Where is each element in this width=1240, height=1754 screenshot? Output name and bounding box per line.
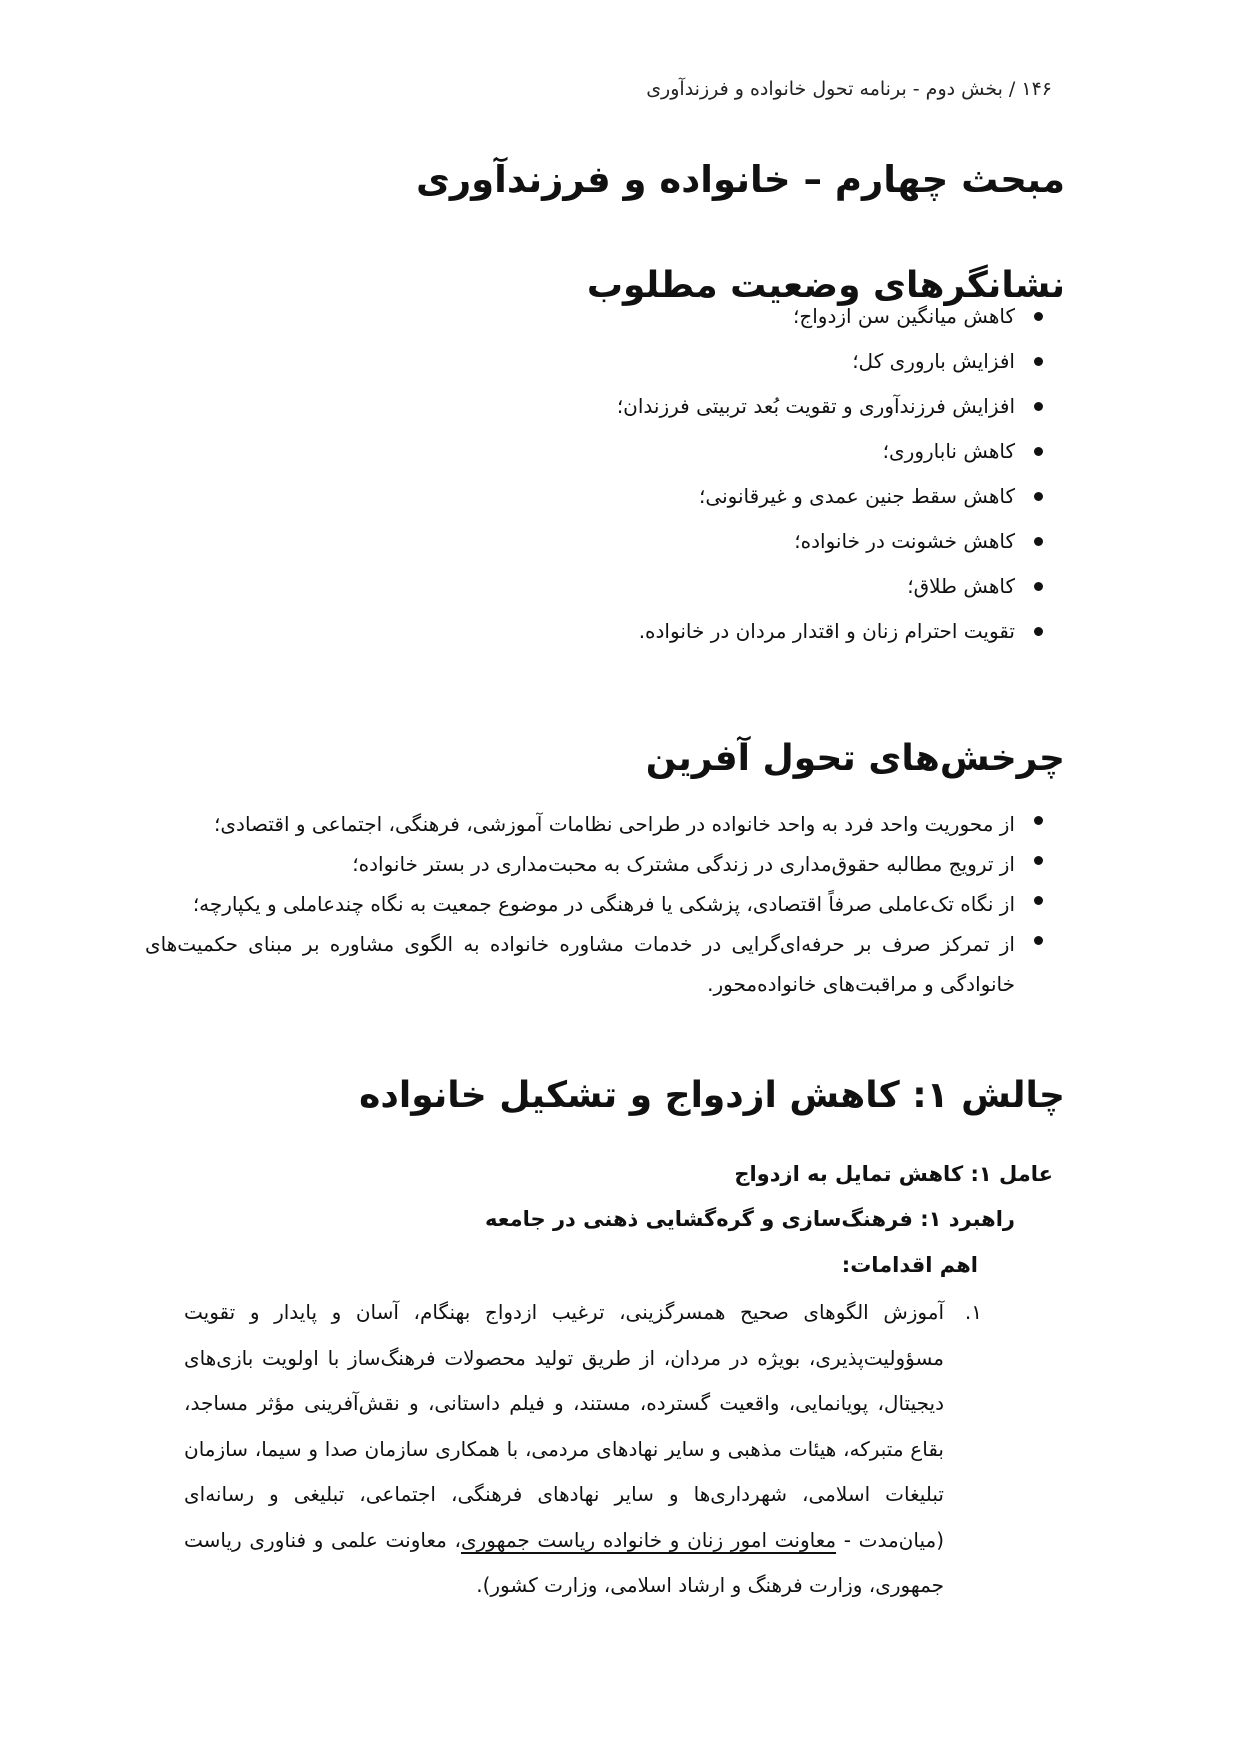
actions-label: اهم اقدامات: bbox=[841, 1253, 978, 1277]
list-item: کاهش سقط جنین عمدی و غیرقانونی؛ bbox=[617, 480, 1045, 525]
bullet-icon bbox=[1034, 537, 1043, 546]
bullet-icon bbox=[1034, 402, 1043, 411]
indicators-list bbox=[617, 300, 1045, 660]
challenge-heading: چالش ۱: کاهش ازدواج و تشکیل خانواده bbox=[359, 1075, 1065, 1116]
list-item: از ترویج مطالبه حقوق‌مداری در زندگی مشترک به محبت‌مداری در بستر خانواده؛ bbox=[145, 844, 1045, 884]
list-item: کاهش ناباروری؛ bbox=[617, 435, 1045, 480]
list-item: از تمرکز صرف بر حرفه‌ای‌گرایی در خدمات مشاوره خانواده به الگوی مشاوره بر مبنای حکمیت‌های خانوادگی و مراقبت‌های خانواده‌محور. bbox=[145, 924, 1045, 1004]
bullet-icon bbox=[1034, 492, 1043, 501]
bullet-icon bbox=[1034, 582, 1043, 591]
underlined-agency: معاونت امور زنان و خانواده ریاست جمهوری bbox=[460, 1527, 837, 1552]
list-item: افزایش باروری کل؛ bbox=[617, 345, 1045, 390]
turning-points-list bbox=[145, 804, 1045, 1004]
item-number: ۱. bbox=[964, 1300, 982, 1324]
turning-points-heading: چرخش‌های تحول آفرین bbox=[645, 738, 1065, 779]
bullet-icon bbox=[1034, 896, 1043, 905]
strategy-title: راهبرد ۱: فرهنگ‌سازی و گره‌گشایی ذهنی در جامعه bbox=[485, 1207, 1015, 1231]
bullet-icon bbox=[1034, 447, 1043, 456]
running-header: ۱۴۶ / بخش دوم - برنامه تحول خانواده و فرزندآوری bbox=[646, 78, 1052, 100]
bullet-icon bbox=[1034, 816, 1043, 825]
list-item bbox=[184, 1290, 982, 1609]
list-item: کاهش خشونت در خانواده؛ bbox=[617, 525, 1045, 570]
action-text-before: آموزش الگوهای صحیح همسرگزینی، ترغیب ازدواج بهنگام، آسان و پایدار و تقویت مسؤولیت‌پذیری، بویژه در مردان، از طریق تولید محصولات فرهنگ‌ساز با اولویت بازی‌های دیجیتال، پویانمایی، واقعیت گسترده، مستند، و فیلم داستانی، و نقش‌آفرینی مؤثر مساجد، بقاع متبرکه، هیئات مذهبی و سایر نهادهای مردمی، با همکاری سازمان صدا و سیما، سازمان تبلیغات اسلامی، شهرداری‌ها و سایر نهادهای فرهنگی، اجتماعی، تبلیغی و رسانه‌ای (میان‌مدت - bbox=[184, 1300, 944, 1552]
bullet-icon bbox=[1034, 357, 1043, 366]
bullet-icon bbox=[1034, 936, 1043, 945]
list-item: تقویت احترام زنان و اقتدار مردان در خانواده. bbox=[617, 615, 1045, 660]
indicators-heading: نشانگرهای وضعیت مطلوب bbox=[586, 265, 1065, 306]
bullet-icon bbox=[1034, 627, 1043, 636]
list-item: کاهش میانگین سن ازدواج؛ bbox=[617, 300, 1045, 345]
factor-title: عامل ۱: کاهش تمایل به ازدواج bbox=[734, 1162, 1053, 1186]
list-item: از محوریت واحد فرد به واحد خانواده در طراحی نظامات آموزشی، فرهنگی، اجتماعی و اقتصادی؛ bbox=[145, 804, 1045, 844]
list-item: افزایش فرزندآوری و تقویت بُعد تربیتی فرزندان؛ bbox=[617, 390, 1045, 435]
action-text-after: ، معاونت علمی و فناوری ریاست جمهوری، وزارت فرهنگ و ارشاد اسلامی، وزارت کشور). bbox=[184, 1527, 944, 1597]
bullet-icon bbox=[1034, 312, 1043, 321]
list-item: از نگاه تک‌عاملی صرفاً اقتصادی، پزشکی یا فرهنگی در موضوع جمعیت به نگاه چندعاملی و یکپارچه؛ bbox=[145, 884, 1045, 924]
list-item: کاهش طلاق؛ bbox=[617, 570, 1045, 615]
chapter-title: مبحث چهارم – خانواده و فرزندآوری bbox=[415, 158, 1065, 201]
bullet-icon bbox=[1034, 856, 1043, 865]
actions-list bbox=[184, 1290, 982, 1609]
